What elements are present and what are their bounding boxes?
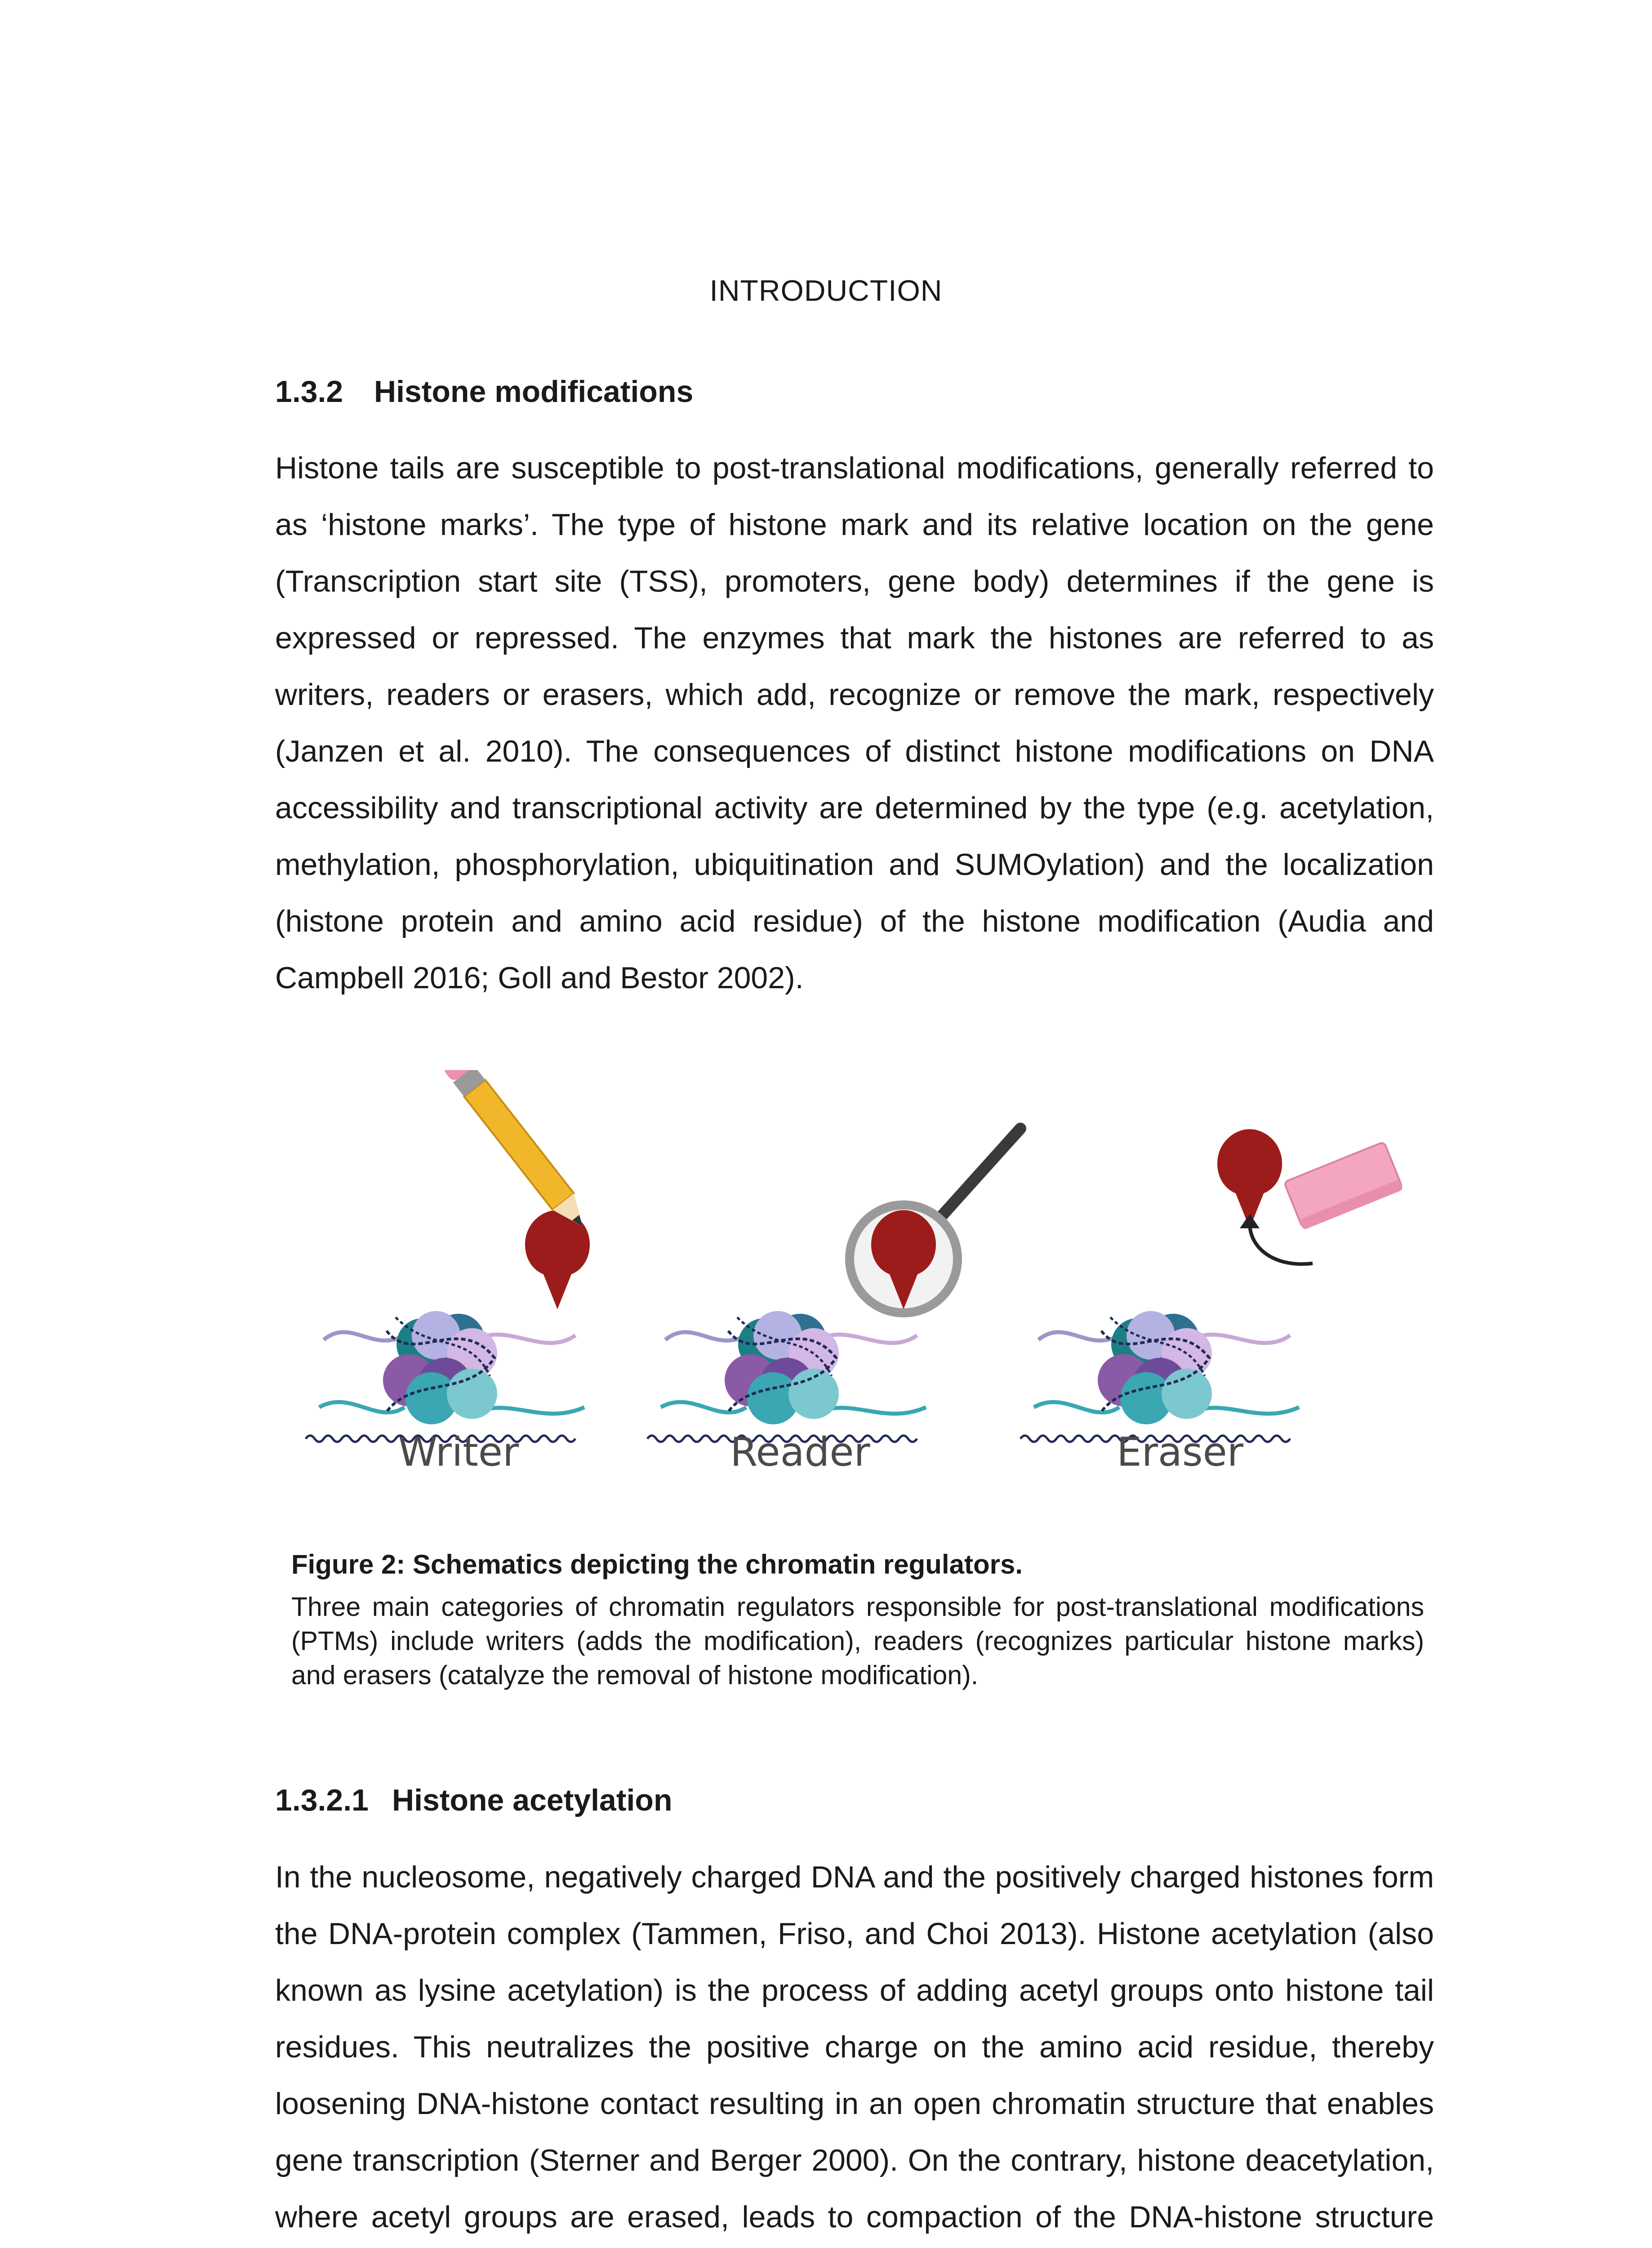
figure-caption-text: Three main categories of chromatin regulators responsible for post-translational modifications (PTMs) include writers (adds the modification), readers (recognizes particular histone marks) and erasers (catalyze the removal of histone modification). bbox=[291, 1592, 1424, 1690]
section-number: 1.3.2 bbox=[275, 375, 343, 409]
subsection-number: 1.3.2.1 bbox=[275, 1783, 369, 1817]
chromatin-regulators-figure bbox=[292, 1070, 1416, 1511]
pencil-icon bbox=[442, 1070, 593, 1235]
magnifier-icon bbox=[850, 1128, 1020, 1313]
section-heading bbox=[275, 374, 693, 409]
eraser-mark-pin-icon bbox=[1217, 1129, 1282, 1229]
running-head: INTRODUCTION bbox=[709, 274, 943, 307]
section-title: Histone modifications bbox=[374, 375, 694, 409]
subsection-heading bbox=[275, 1783, 672, 1818]
reader-label: Reader bbox=[730, 1429, 870, 1475]
subsection-title: Histone acetylation bbox=[392, 1783, 672, 1817]
writer-label: Writer bbox=[398, 1429, 519, 1475]
subsection-paragraph: In the nucleosome, negatively charged DNA and the positively charged histones form the DNA-protein complex (Tammen, Friso, and Choi 2013). Histone acetylation (also known as lysine acetylation) is the process of adding acetyl groups onto histone tail residues. This neutralizes the positive charge on the amino acid residue, thereby loosening DNA-histone contact resulting in an open chromatin structure that enables gene transcription (Sterner and Berger 2000). On the contrary, histone deacetylation, where acetyl groups are erased, leads to compaction of the DNA-histone structure bbox=[275, 1860, 1434, 2234]
writer-nucleosome-icon bbox=[306, 1311, 584, 1442]
figure-caption bbox=[291, 1549, 1424, 1692]
reader-nucleosome-icon bbox=[647, 1311, 926, 1442]
section-paragraph: Histone tails are susceptible to post-translational modifications, generally referred to as ‘histone marks’. The type of histone mark and its relative location on the gene (Transcription start site (TSS), promoters, gene body) determines if the gene is expressed or repressed. The enzymes that mark the histones are referred to as writers, readers or erasers, which add, recognize or remove the mark, respectively (Janzen et al. 2010). The consequences of distinct histone modifications on DNA accessibility and transcriptional activity are determined by the type (e.g. acetylation, methylation, phosphorylation, ubiquitination and SUMOylation) and the localization (histone protein and amino acid residue) of the histone modification (Audia and Campbell 2016; Goll and Bestor 2002). bbox=[275, 451, 1434, 995]
figure-schematic bbox=[292, 1070, 1416, 1511]
eraser-nucleosome-icon bbox=[1020, 1311, 1299, 1442]
eraser-icon bbox=[1284, 1142, 1403, 1230]
eraser-label: Eraser bbox=[1117, 1429, 1243, 1475]
figure-caption-title: Figure 2: Schematics depicting the chromatin regulators. bbox=[291, 1549, 1023, 1579]
